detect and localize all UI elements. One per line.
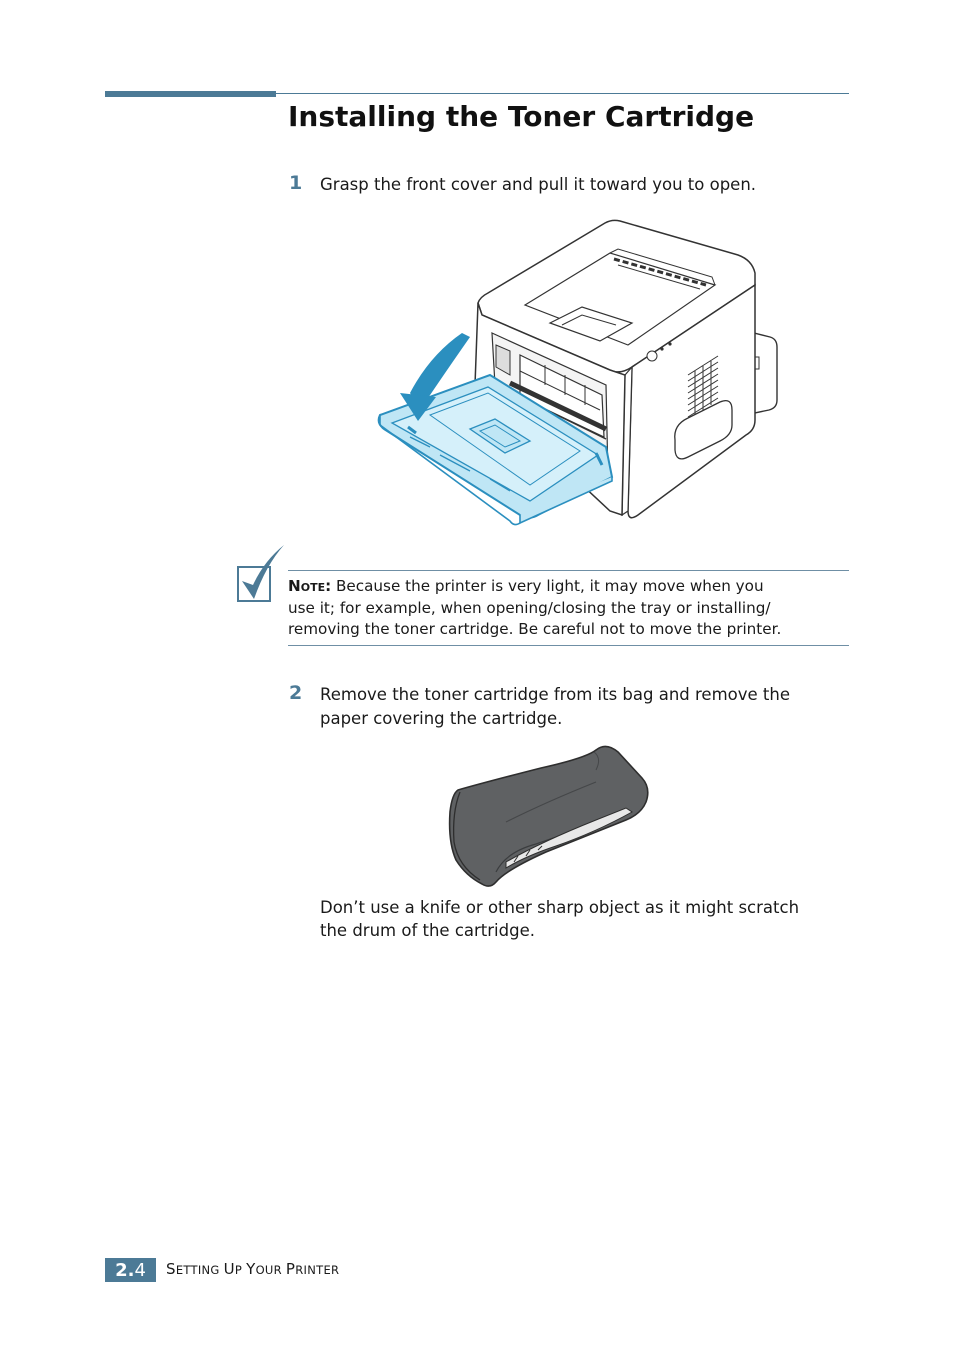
step-2-line-2: paper covering the cartridge. — [320, 709, 563, 728]
note-bottom-rule — [288, 645, 849, 646]
step-2-line-1: Remove the toner cartridge from its bag and remove the — [320, 685, 790, 704]
toner-cartridge-bag-illustration — [446, 742, 656, 890]
step-1-number: 1 — [289, 172, 303, 194]
caution-line-1: Don’t use a knife or other sharp object as it might scratch — [320, 898, 800, 917]
header-accent-bar — [105, 91, 276, 97]
note-text: NOTE: Because the printer is very light, it may move when you use it; for example, when opening/closing the tray or installing/ removing the toner cartridge. Be careful not to move the printer. — [288, 576, 848, 640]
note-line-2: use it; for example, when opening/closing the tray or installing/ — [288, 599, 771, 617]
note-line-1: Because the printer is very light, it may move when you — [336, 577, 764, 595]
page-number-badge — [105, 1258, 156, 1282]
caution-text — [320, 896, 860, 942]
note-line-3: removing the toner cartridge. Be careful not to move the printer. — [288, 620, 782, 638]
note-top-rule — [288, 570, 849, 571]
chapter-number: 2. — [115, 1259, 135, 1281]
printer-open-cover-illustration — [370, 215, 785, 535]
step-2-number: 2 — [289, 682, 303, 704]
step-1-text: Grasp the front cover and pull it toward you to open. — [320, 175, 757, 194]
page-number: 4 — [134, 1259, 146, 1281]
checkmark-note-icon — [236, 543, 286, 605]
header-rule — [276, 93, 849, 94]
step-2-text — [320, 683, 860, 731]
caution-line-2: the drum of the cartridge. — [320, 921, 535, 940]
footer-section-title: SETTING UP YOUR PRINTER — [166, 1260, 340, 1278]
page-title: Installing the Toner Cartridge — [288, 100, 755, 133]
